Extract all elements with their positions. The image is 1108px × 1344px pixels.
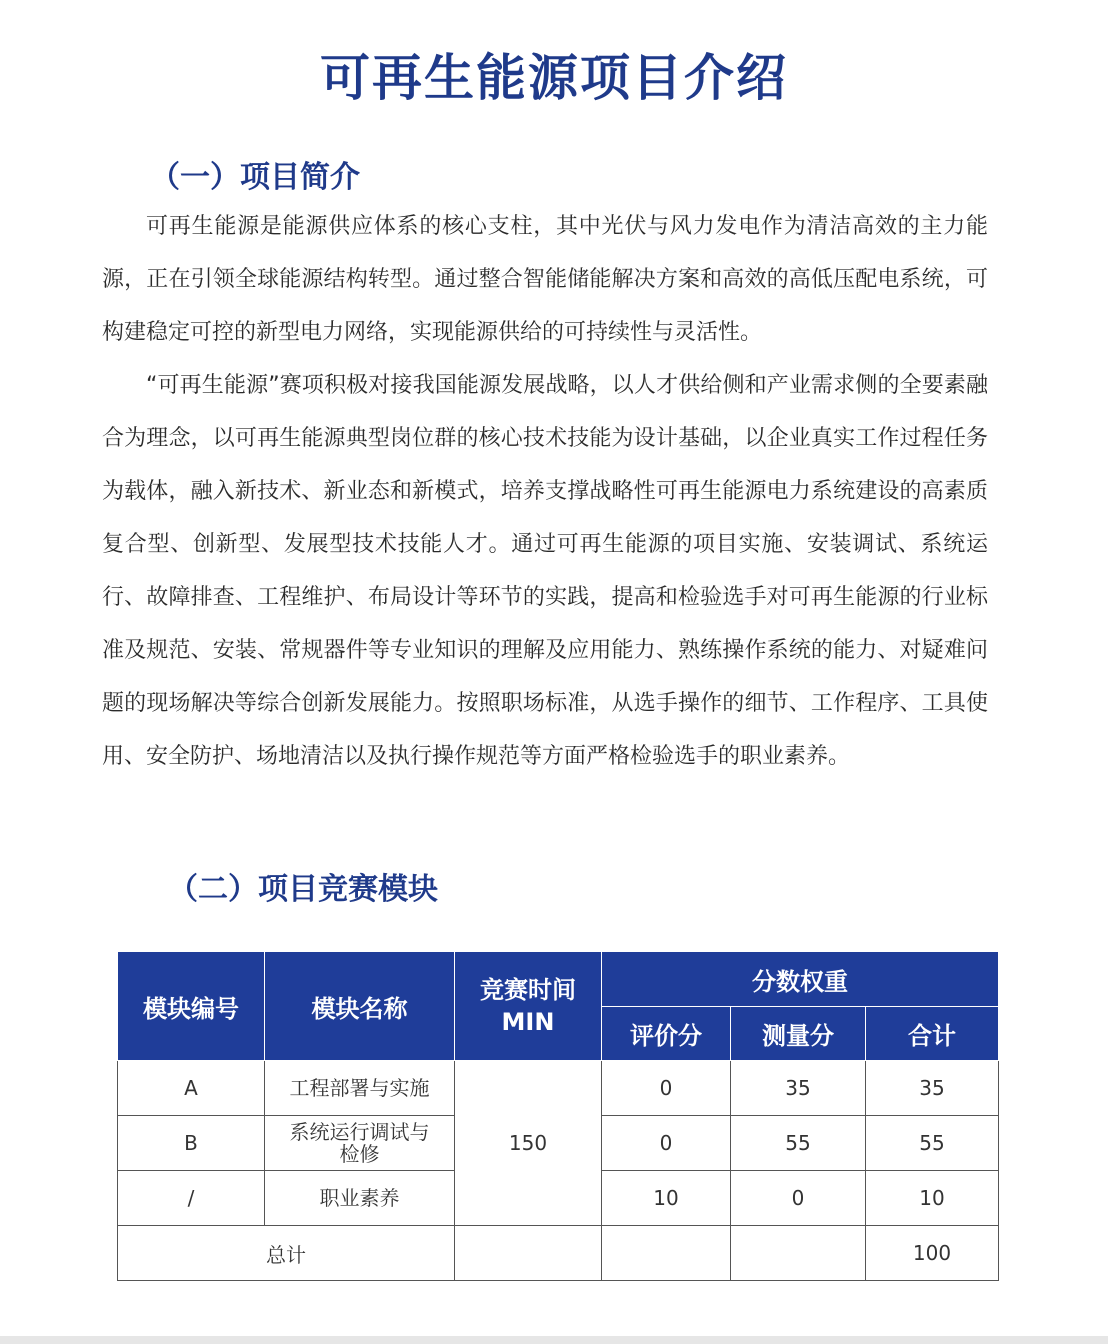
- header-module-name: 模块名称: [265, 952, 455, 1061]
- cell-eval: 0: [602, 1116, 731, 1171]
- header-eval-score: 评价分: [602, 1007, 731, 1061]
- cell-module-id: A: [118, 1061, 265, 1116]
- cell-time: 150: [455, 1061, 602, 1226]
- cell-sum-label: 总计: [118, 1226, 455, 1281]
- cell-module-id: /: [118, 1171, 265, 1226]
- cell-total: 55: [866, 1116, 999, 1171]
- table-row-sum: [118, 1226, 999, 1281]
- paragraph-text: 可再生能源是能源供应体系的核心支柱，其中光伏与风力发电作为清洁高效的主力能源，正在引领全球能源结构转型。通过整合智能储能解决方案和高效的高低压配电系统，可构建稳定可控的新型电力网络，实现能源供给的可持续性与灵活性。: [102, 214, 988, 345]
- paragraph-text: “可再生能源”赛项积极对接我国能源发展战略，以人才供给侧和产业需求侧的全要素融合为理念，以可再生能源典型岗位群的核心技术技能为设计基础，以企业真实工作过程任务为载体，融入新技术、新业态和新模式，培养支撑战略性可再生能源电力系统建设的高素质复合型、创新型、发展型技术技能人才。通过可再生能源的项目实施、安装调试、系统运行、故障排查、工程维护、布局设计等环节的实践，提高和检验选手对可再生能源的行业标准及规范、安装、常规器件等专业知识的理解及应用能力、熟练操作系统的能力、对疑难问题的现场解决等综合创新发展能力。按照职场标准，从选手操作的细节、工作程序、工具使用、安全防护、场地清洁以及执行操作规范等方面严格检验选手的职业素养。: [102, 373, 988, 769]
- cell-empty: [602, 1226, 731, 1281]
- intro-paragraph-1: [102, 200, 988, 359]
- header-module-id: 模块编号: [118, 952, 265, 1061]
- header-time-unit: MIN: [501, 1008, 555, 1036]
- cell-total: 10: [866, 1171, 999, 1226]
- intro-paragraph-2: [102, 359, 988, 783]
- page-title: 可再生能源项目介绍: [320, 49, 788, 107]
- header-total: 合计: [866, 1007, 999, 1061]
- header-measure-score: 测量分: [731, 1007, 866, 1061]
- cell-eval: 10: [602, 1171, 731, 1226]
- header-time: [455, 952, 602, 1061]
- page-bottom-edge: [0, 1336, 1108, 1344]
- section-heading-modules: （二）项目竞赛模块: [168, 872, 438, 907]
- cell-empty: [731, 1226, 866, 1281]
- cell-total: 35: [866, 1061, 999, 1116]
- cell-empty: [455, 1226, 602, 1281]
- section-heading-intro: （一）项目简介: [150, 160, 360, 195]
- header-score-weight: 分数权重: [602, 952, 999, 1007]
- cell-measure: 0: [731, 1171, 866, 1226]
- header-time-label: 竞赛时间: [480, 976, 576, 1004]
- table-row: [118, 1061, 999, 1116]
- module-score-table: [117, 951, 999, 1281]
- cell-measure: 55: [731, 1116, 866, 1171]
- cell-module-name: 系统运行调试与检修: [265, 1116, 455, 1171]
- cell-eval: 0: [602, 1061, 731, 1116]
- cell-module-id: B: [118, 1116, 265, 1171]
- cell-sum-total: 100: [866, 1226, 999, 1281]
- cell-measure: 35: [731, 1061, 866, 1116]
- cell-module-name: 职业素养: [265, 1171, 455, 1226]
- cell-module-name: 工程部署与实施: [265, 1061, 455, 1116]
